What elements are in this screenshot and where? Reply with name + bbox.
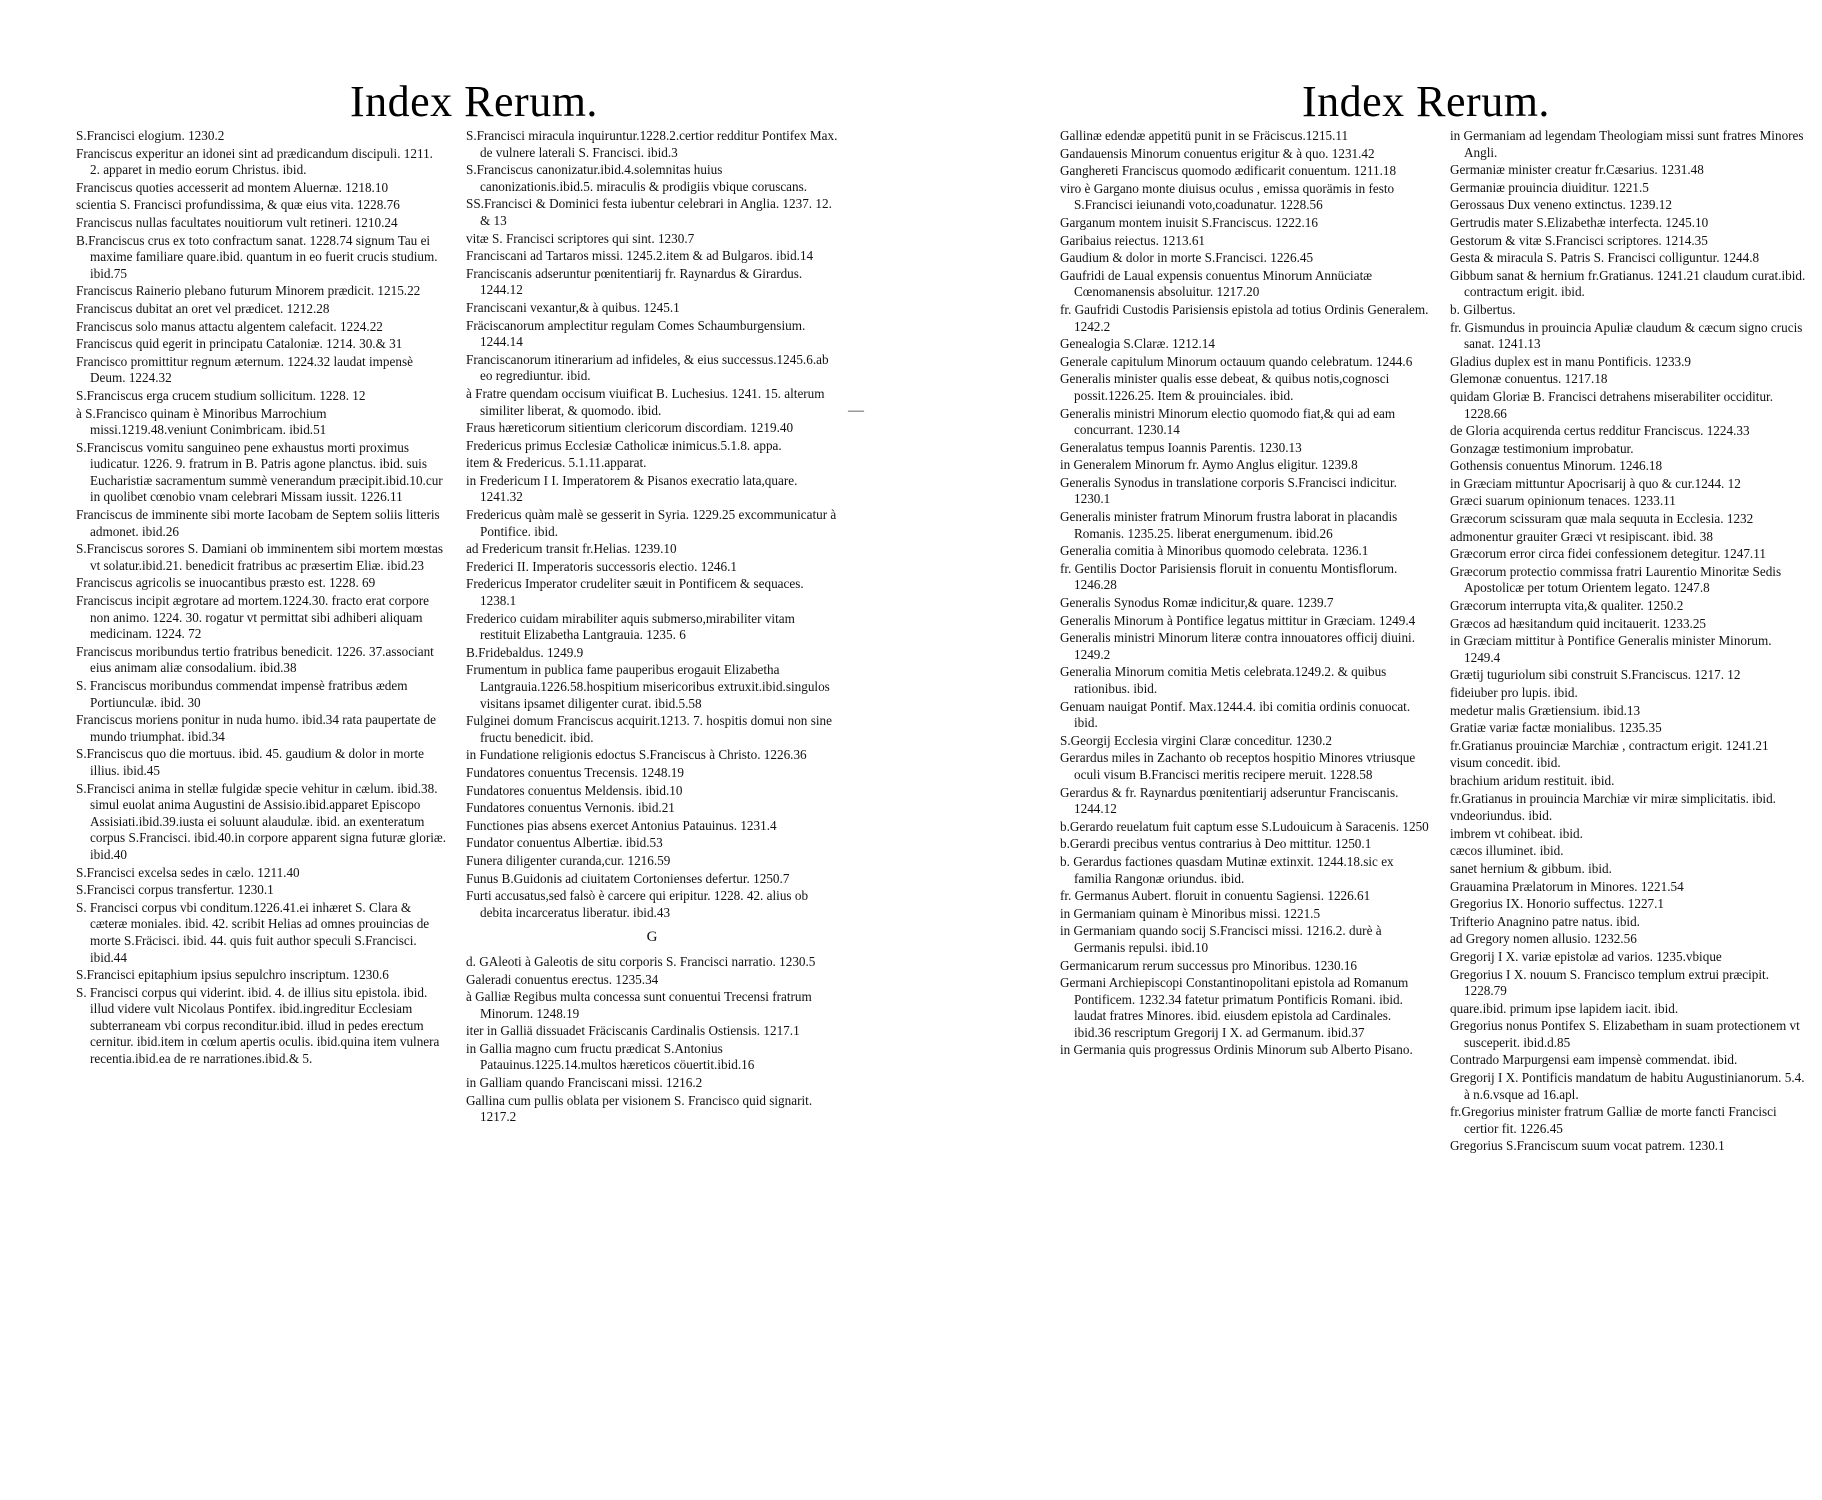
index-entry: Gaudium & dolor in morte S.Francisci. 1226.45	[1060, 250, 1314, 266]
index-entry: in Fredericum I I. Imperatorem & Pisanos execratio lata,quare. 1241.32	[466, 472, 798, 505]
left-page	[0, 0, 900, 1500]
index-entry: Functiones pias absens exercet Antonius Patauinus. 1231.4	[466, 817, 777, 833]
index-entry: b.Gerardo reuelatum fuit captum esse S.Ludouicum à Saracenis. 1250	[1060, 818, 1429, 834]
index-entry: Generalis Synodus in translatione corporis S.Francisci indicitur. 1230.1	[1060, 474, 1397, 507]
index-entry: Gerossaus Dux veneno extinctus. 1239.12	[1450, 197, 1672, 213]
index-entry: S.Franciscus quo die mortuus. ibid. 45. gaudium & dolor in morte illius. ibid.45	[76, 746, 424, 778]
left-column-2	[466, 128, 838, 1458]
index-entry: S. Francisci corpus qui viderint. ibid. 4. de illius situ epistola. ibid. illud videre vult Nicolaus Pontifex. ibid.ingreditur Ecclesiam subterraneam vbi corpus reconditur.ibid. illud in pedes erectum cernitur. ibid.item in cœlum apertis oculis. ibid.quina item vulnera recentia.ibid.ea de re narrationes.ibid.& 5.	[76, 984, 440, 1067]
index-entry: Frederici II. Imperatoris successoris electio. 1246.1	[466, 558, 737, 574]
index-entry: in Germania quis progressus Ordinis Minorum sub Alberto Pisano.	[1060, 1042, 1413, 1058]
index-entry: in Germaniam ad legendam Theologiam missi sunt fratres Minores Angli.	[1450, 128, 1804, 160]
section-letter-g: G	[646, 929, 658, 946]
page-title-right: Index Rerum.	[1302, 77, 1550, 126]
gutter-dash: —	[848, 402, 864, 419]
index-entry: Generalia Minorum comitia Metis celebrata.1249.2. & quibus rationibus. ibid.	[1060, 664, 1387, 696]
index-entry: Gonzagæ testimonium improbatur.	[1450, 440, 1634, 456]
index-entry: b.Gerardi precibus ventus contrarius à Deo mittitur. 1250.1	[1060, 836, 1372, 852]
index-entry: Gladius duplex est in manu Pontificis. 1233.9	[1450, 353, 1692, 369]
index-entry: in Germaniam quando socij S.Francisci missi. 1216.2. durè à Germanis repulsi. ibid.10	[1060, 923, 1382, 955]
index-entry: Fundator conuentus Albertiæ. ibid.53	[466, 835, 663, 851]
index-entry: in Galliam quando Franciscani missi. 1216.2	[466, 1075, 703, 1091]
index-entry: in Fundatione religionis edoctus S.Franciscus à Christo. 1226.36	[466, 747, 807, 763]
index-entry: S.Georgij Ecclesia virgini Claræ conceditur. 1230.2	[1060, 732, 1333, 748]
index-entry: Generale capitulum Minorum octauum quando celebratum. 1244.6	[1060, 353, 1413, 369]
index-entry: Funus B.Guidonis ad ciuitatem Cortonienses defertur. 1250.7	[466, 870, 790, 886]
index-entry: sanet hernium & gibbum. ibid.	[1450, 860, 1612, 876]
index-entry: Franciscus moribundus tertio fratribus benedicit. 1226. 37.associant eius animam aliæ consodalium. ibid.38	[76, 643, 434, 676]
index-entry: Franciscus agricolis se inuocantibus præsto est. 1228. 69	[76, 575, 376, 591]
index-entry: vitæ S. Francisci scriptores qui sint. 1230.7	[466, 230, 695, 246]
index-entry: Fredericus Imperator crudeliter sæuit in Pontificem & sequaces. 1238.1	[466, 576, 804, 609]
index-entry: Franciscus moriens ponitur in nuda humo. ibid.34 rata paupertate de mundo triumphat. ibid.34	[76, 712, 437, 744]
index-entry: S.Franciscus sorores S. Damiani ob imminentem sibi mortem mœstas vt solatur.ibid.21. benedicit fratribus ac præsertim Eliæ. ibid.23	[76, 541, 444, 573]
index-entry: Gregorius nonus Pontifex S. Elizabetham in suam protectionem vt susceperit. ibid.d.85	[1450, 1018, 1800, 1050]
index-entry: iter in Galliä dissuadet Fräciscanis Cardinalis Ostiensis. 1217.1	[466, 1023, 800, 1039]
index-entry: d. GAleoti à Galeotis de situ corporis S. Francisci narratio. 1230.5	[466, 953, 816, 969]
index-entry: visum concedit. ibid.	[1450, 755, 1561, 771]
index-entry: Generalis ministri Minorum literæ contra innouatores officij diuini. 1249.2	[1060, 630, 1416, 662]
index-entry: Gallina cum pullis oblata per visionem S. Francisco quid signarit. 1217.2	[466, 1092, 813, 1125]
index-entry: S.Francisci excelsa sedes in cælo. 1211.40	[76, 864, 300, 880]
index-entry: S.Francisci epitaphium ipsius sepulchro inscriptum. 1230.6	[76, 967, 389, 983]
index-entry: Gregorij I X. Pontificis mandatum de habitu Augustinianorum. 5.4. à n.6.vsque ad 16.apl.	[1450, 1070, 1805, 1102]
index-entry: Glemonæ conuentus. 1217.18	[1450, 371, 1608, 387]
index-entry: Franciscus Rainerio plebano futurum Minorem prædicit. 1215.22	[76, 283, 421, 299]
index-entry: Generalis ministri Minorum electio quomodo fiat,& qui ad eam concurrant. 1230.14	[1060, 405, 1396, 438]
index-entry: S.Franciscus canonizatur.ibid.4.solemnitas huius canonizationis.ibid.5. miraculis & prodigiis vbique coruscans.	[466, 162, 808, 194]
index-entry: S.Francisci anima in stellæ fulgidæ specie vehitur in cælum. ibid.38. simul euolat anima Augustini de Assisio.ibid.apparet Episcopo Assisiati.ibid.39.iusta ei soluunt alaudulæ. ibid. an exenteratum corpus S.Francisci. ibid.40.in corpore apparent signa futuræ gloriæ. ibid.40	[76, 780, 446, 862]
index-entry: Franciscus experitur an idonei sint ad prædicandum discipuli. 1211. 2. apparet in medio eorum Christus. ibid.	[76, 145, 433, 178]
index-entry: quidam Gloriæ B. Francisci detrahens miserabiliter occiditur. 1228.66	[1450, 388, 1774, 421]
index-entry: vndeoriundus. ibid.	[1450, 808, 1553, 824]
index-entry: à Galliæ Regibus multa concessa sunt conuentui Trecensi fratrum Minorum. 1248.19	[466, 989, 812, 1021]
index-entry: Germani Archiepiscopi Constantinopolitani epistola ad Romanum Pontificem. 1232.34 fatetur primatum Pontificis Romani. ibid. laudat fratres Minores. ibid. eiusdem epistola ad Cardinales. ibid.36 rescriptum Gregorij I X. ad Germanum. ibid.37	[1060, 975, 1409, 1040]
index-entry: Gandauensis Minorum conuentus erigitur & à quo. 1231.42	[1060, 145, 1375, 161]
index-entry: Grauamina Prælatorum in Minores. 1221.54	[1450, 878, 1684, 894]
index-entry: brachium aridum restituit. ibid.	[1450, 772, 1615, 788]
index-entry: Genealogia S.Claræ. 1212.14	[1060, 336, 1215, 352]
index-entry: Gregorius I X. nouum S. Francisco templum extrui præcipit. 1228.79	[1450, 966, 1770, 999]
index-entry: Franciscus quoties accesserit ad montem Aluernæ. 1218.10	[76, 179, 389, 195]
index-entry: S. Francisci corpus vbi conditum.1226.41.ei inhæret S. Clara & cæteræ moniales. ibid. 42. scribit Helias ad omnes prouincias de morte S.Fräcisci. ibid. 44. quis fuit author speculi S.Francisci. ibid.44	[76, 899, 430, 965]
index-entry: Grætij tuguriolum sibi construit S.Franciscus. 1217. 12	[1450, 667, 1741, 683]
index-entry: Gregorij I X. variæ epistolæ ad varios. 1235.vbique	[1450, 948, 1722, 964]
index-entry: item & Fredericus. 5.1.11.apparat.	[466, 455, 647, 471]
index-entry: imbrem vt cohibeat. ibid.	[1450, 825, 1583, 841]
index-entry: S.Francisci corpus transfertur. 1230.1	[76, 882, 274, 898]
index-entry: Gothensis conuentus Minorum. 1246.18	[1450, 458, 1663, 474]
index-entry: de Gloria acquirenda certus redditur Franciscus. 1224.33	[1450, 423, 1750, 439]
index-entry: Fundatores conuentus Vernonis. ibid.21	[466, 800, 675, 816]
right-column-2	[1450, 128, 1810, 1478]
index-entry: Gesta & miracula S. Patris S. Francisci colliguntur. 1244.8	[1450, 250, 1760, 266]
index-entry: Franciscani ad Tartaros missi. 1245.2.item & ad Bulgaros. ibid.14	[466, 248, 814, 264]
index-entry: Generalis minister qualis esse debeat, & quibus notis,cognosci possit.1226.25. Item & prouinciales. ibid.	[1060, 371, 1390, 403]
index-entry: Generalis Minorum à Pontifice legatus mittitur in Græciam. 1249.4	[1060, 612, 1416, 628]
index-entry: Trifterio Anagnino patre natus. ibid.	[1450, 913, 1640, 929]
index-entry: b. Gerardus factiones quasdam Mutinæ extinxit. 1244.18.sic ex familia Rangonæ oriundus. ibid.	[1060, 853, 1394, 886]
index-entry: fideiuber pro lupis. ibid.	[1450, 685, 1578, 700]
index-entry: SS.Francisci & Dominici festa iubentur celebrari in Anglia. 1237. 12. & 13	[466, 196, 832, 228]
index-entry: Generalis minister fratrum Minorum frustra laborat in placandis Romanis. 1235.25. liberat energumenum. ibid.26	[1060, 509, 1398, 541]
index-entry: in Generalem Minorum fr. Aymo Anglus eligitur. 1239.8	[1060, 457, 1358, 473]
index-entry: Generalatus tempus Ioannis Parentis. 1230.13	[1060, 439, 1302, 455]
index-entry: quare.ibid. primum ipse lapidem iacit. ibid.	[1450, 1000, 1679, 1016]
index-entry: Franciscus dubitat an oret vel prædicet. 1212.28	[76, 300, 330, 316]
index-entry: fr. Gaufridi Custodis Parisiensis epistola ad totius Ordinis Generalem. 1242.2	[1060, 301, 1429, 334]
index-entry: à Fratre quendam occisum viuificat B. Luchesius. 1241. 15. alterum similiter liberat, & quomodo. ibid.	[466, 385, 825, 418]
index-entry: Græcorum error circa fidei confessionem detegitur. 1247.11	[1450, 546, 1766, 562]
index-entry: Genuam nauigat Pontif. Max.1244.4. ibi comitia ordinis conuocat. ibid.	[1060, 698, 1411, 731]
index-entry: scientia S. Francisci profundissima, & quæ eius vita. 1228.76	[76, 197, 400, 213]
index-entry: Franciscus incipit ægrotare ad mortem.1224.30. fracto erat corpore non animo. 1224. 30. rogatur vt permittat sibi adhiberi aliquam medicinam. 1224. 72	[76, 593, 430, 642]
index-entry: cæcos illuminet. ibid.	[1450, 843, 1564, 859]
left-column-1	[76, 128, 446, 1458]
index-entry: Franciscus solo manus attactu algentem calefacit. 1224.22	[76, 318, 383, 334]
index-entry: Franciscus nullas facultates nouitiorum vult retineri. 1210.24	[76, 214, 398, 230]
index-entry: viro è Gargano monte diuisus oculus , emissa quorämis in festo S.Francisci ieiunandi voto,coadunatur. 1228.56	[1060, 180, 1395, 213]
index-entry: b. Gilbertus.	[1450, 301, 1516, 317]
index-entry: S.Franciscus erga crucem studium sollicitum. 1228. 12	[76, 387, 366, 403]
index-entry: Græcorum scissuram quæ mala sequuta in Ecclesia. 1232	[1450, 511, 1754, 527]
index-entry: Germanicarum rerum successus pro Minoribus. 1230.16	[1060, 957, 1358, 973]
index-entry: Generalia comitia à Minoribus quomodo celebrata. 1236.1	[1060, 543, 1369, 559]
right-column-1	[1060, 128, 1430, 1478]
index-entry: Contrado Marpurgensi eam impensè commendat. ibid.	[1450, 1052, 1738, 1068]
right-page	[980, 0, 1822, 1500]
index-entry: Germaniæ prouincia diuiditur. 1221.5	[1450, 179, 1649, 195]
index-entry: Frederico cuidam mirabiliter aquis submerso,mirabiliter vitam restituit Elizabetha Lantgrauia. 1235. 6	[466, 610, 795, 643]
index-entry: Furti accusatus,sed falsò è carcere qui eripitur. 1228. 42. alius ob debita incarceratus liberatur. ibid.43	[466, 888, 809, 920]
index-entry: à S.Francisco quinam è Minoribus Marrochium missi.1219.48.veniunt Conimbricam. ibid.51	[76, 405, 327, 438]
index-entry: B.Fridebaldus. 1249.9	[466, 644, 584, 660]
page-title-left: Index Rerum.	[350, 77, 598, 126]
index-entry: Gratiæ variæ factæ monialibus. 1235.35	[1450, 720, 1662, 736]
index-entry: Fräciscanorum amplectitur regulam Comes Schaumburgensium. 1244.14	[466, 317, 806, 350]
index-entry: B.Franciscus crus ex toto confractum sanat. 1228.74 signum Tau ei maxime familiare quare.ibid. quantum in eo fuerit crucis studium. ibid.75	[76, 232, 438, 281]
index-entry: fr. Germanus Aubert. floruit in conuentu Sagiensi. 1226.61	[1060, 888, 1371, 904]
index-entry: Franciscani vexantur,& à quibus. 1245.1	[466, 299, 680, 315]
index-entry: Garganum montem inuisit S.Franciscus. 1222.16	[1060, 214, 1318, 230]
index-entry: S. Franciscus moribundus commendat impensè fratribus ædem Portiunculæ. ibid. 30	[76, 678, 408, 710]
index-entry: fr.Gregorius minister fratrum Galliæ de morte fancti Francisci certior fit. 1226.45	[1450, 1104, 1777, 1136]
index-entry: Fundatores conuentus Trecensis. 1248.19	[466, 764, 684, 780]
index-entry: Generalis Synodus Romæ indicitur,& quare. 1239.7	[1060, 595, 1334, 611]
index-entry: Fraus hæreticorum sitientium clericorum discordiam. 1219.40	[466, 420, 794, 436]
index-entry: Ganghereti Franciscus quomodo ædificarit conuentum. 1211.18	[1060, 163, 1397, 179]
index-entry: fr. Gismundus in prouincia Apuliæ claudum & cæcum signo crucis sanat. 1241.13	[1450, 319, 1803, 352]
index-entry: Fredericus quàm malè se gesserit in Syria. 1229.25 excommunicatur à Pontifice. ibid.	[466, 507, 837, 539]
index-entry: Gerardus & fr. Raynardus pœnitentiarij adseruntur Franciscanis. 1244.12	[1060, 784, 1399, 817]
index-entry: fr.Gratianus prouinciæ Marchiæ , contractum erigit. 1241.21	[1450, 737, 1769, 753]
index-entry: Fulginei domum Franciscus acquirit.1213. 7. hospitis domui non sine fructu benedicit. ibid.	[466, 713, 832, 745]
index-entry: ad Fredericum transit fr.Helias. 1239.10	[466, 541, 677, 557]
index-entry: S.Francisci miracula inquiruntur.1228.2.certior redditur Pontifex Max. de vulnere laterali S. Francisci. ibid.3	[466, 128, 838, 160]
index-entry: in Græciam mittitur à Pontifice Generalis minister Minorum. 1249.4	[1450, 633, 1772, 665]
index-entry: Funera diligenter curanda,cur. 1216.59	[466, 852, 671, 868]
index-entry: Frumentum in publica fame pauperibus erogauit Elizabetha Lantgrauia.1226.58.hospitium misericoribus extruxit.ibid.singulos visitans ipsamet diligenter curat. ibid.5.58	[466, 662, 830, 711]
index-entry: Græcos ad hæsitandum quid incitauerit. 1233.25	[1450, 615, 1707, 631]
index-entry: Franciscanis adseruntur pœnitentiarij fr. Raynardus & Girardus. 1244.12	[466, 265, 803, 298]
index-entry: in Germaniam quinam è Minoribus missi. 1221.5	[1060, 905, 1321, 921]
index-entry: Græci suarum opinionum tenaces. 1233.11	[1450, 493, 1676, 509]
index-entry: in Gallia magno cum fructu prædicat S.Antonius Patauinus.1225.14.multos hæreticos cöuertit.ibid.16	[466, 1040, 755, 1073]
index-entry: Gibbum sanat & hernium fr.Gratianus. 1241.21 claudum curat.ibid. contractum erigit. ibid.	[1450, 267, 1806, 300]
index-entry: Germaniæ minister creatur fr.Cæsarius. 1231.48	[1450, 162, 1704, 178]
index-entry: Galeradi conuentus erectus. 1235.34	[466, 971, 659, 987]
index-entry: in Græciam mittuntur Apocrisarij à quo & cur.1244. 12	[1450, 475, 1741, 491]
index-entry: Gestorum & vitæ S.Francisci scriptores. 1214.35	[1450, 232, 1708, 248]
index-entry: S.Francisci elogium. 1230.2	[76, 128, 225, 143]
index-entry: Gallinæ edendæ appetitü punit in se Fräciscus.1215.11	[1060, 128, 1349, 143]
index-entry: Gerardus miles in Zachanto ob receptos hospitio Minores vtriusque oculi visum B.Francisci meritis recipere meruit. 1228.58	[1060, 750, 1416, 782]
index-entry: admonentur grauiter Græci vt resipiscant. ibid. 38	[1450, 528, 1713, 544]
index-entry: Fredericus primus Ecclesiæ Catholicæ inimicus.5.1.8. appa.	[466, 437, 782, 453]
index-entry: Gregorius S.Franciscum suum vocat patrem. 1230.1	[1450, 1138, 1725, 1154]
index-entry: Franciscus de imminente sibi morte Iacobam de Septem soliis litteris admonet. ibid.26	[76, 507, 440, 539]
index-entry: Gaufridi de Laual expensis conuentus Minorum Annüciatæ Cœnomanensis absoluitur. 1217.20	[1060, 267, 1373, 300]
index-entry: S.Franciscus vomitu sanguineo pene exhaustus morti proximus iudicatur. 1226. 9. fratrum in B. Patris agone planctus. ibid. suis Eucharistiæ sacramentum summè venerandum præcipit.ibid.10.cur in quolibet cœnobio vnam celebrari Missam iussit. 1226.11	[76, 439, 443, 505]
index-entry: Fundatores conuentus Meldensis. ibid.10	[466, 782, 683, 798]
index-entry: fr.Gratianus in prouincia Marchiæ vir miræ simplicitatis. ibid.	[1450, 790, 1776, 806]
index-entry: medetur malis Grætiensium. ibid.13	[1450, 702, 1641, 718]
index-entry: Græcorum protectio commissa fratri Laurentio Minoritæ Sedis Apostolicæ per totum Orientem legato. 1247.8	[1450, 563, 1782, 596]
index-entry: Garibaius reiectus. 1213.61	[1060, 232, 1206, 248]
index-entry: Franciscanorum itinerarium ad infideles, & eius successus.1245.6.ab eo regrediuntur. ibid.	[466, 351, 829, 384]
index-entry: Francisco promittitur regnum æternum. 1224.32 laudat impensè Deum. 1224.32	[76, 353, 413, 386]
index-entry: Gertrudis mater S.Elizabethæ interfecta. 1245.10	[1450, 214, 1709, 230]
index-entry: Græcorum interrupta vita,& qualiter. 1250.2	[1450, 598, 1684, 614]
index-entry: fr. Gentilis Doctor Parisiensis floruit in conuentu Montisflorum. 1246.28	[1060, 560, 1398, 593]
index-entry: Franciscus quid egerit in principatu Cataloniæ. 1214. 30.& 31	[76, 336, 403, 352]
index-entry: Gregorius IX. Honorio suffectus. 1227.1	[1450, 896, 1665, 912]
index-entry: ad Gregory nomen allusio. 1232.56	[1450, 931, 1637, 947]
